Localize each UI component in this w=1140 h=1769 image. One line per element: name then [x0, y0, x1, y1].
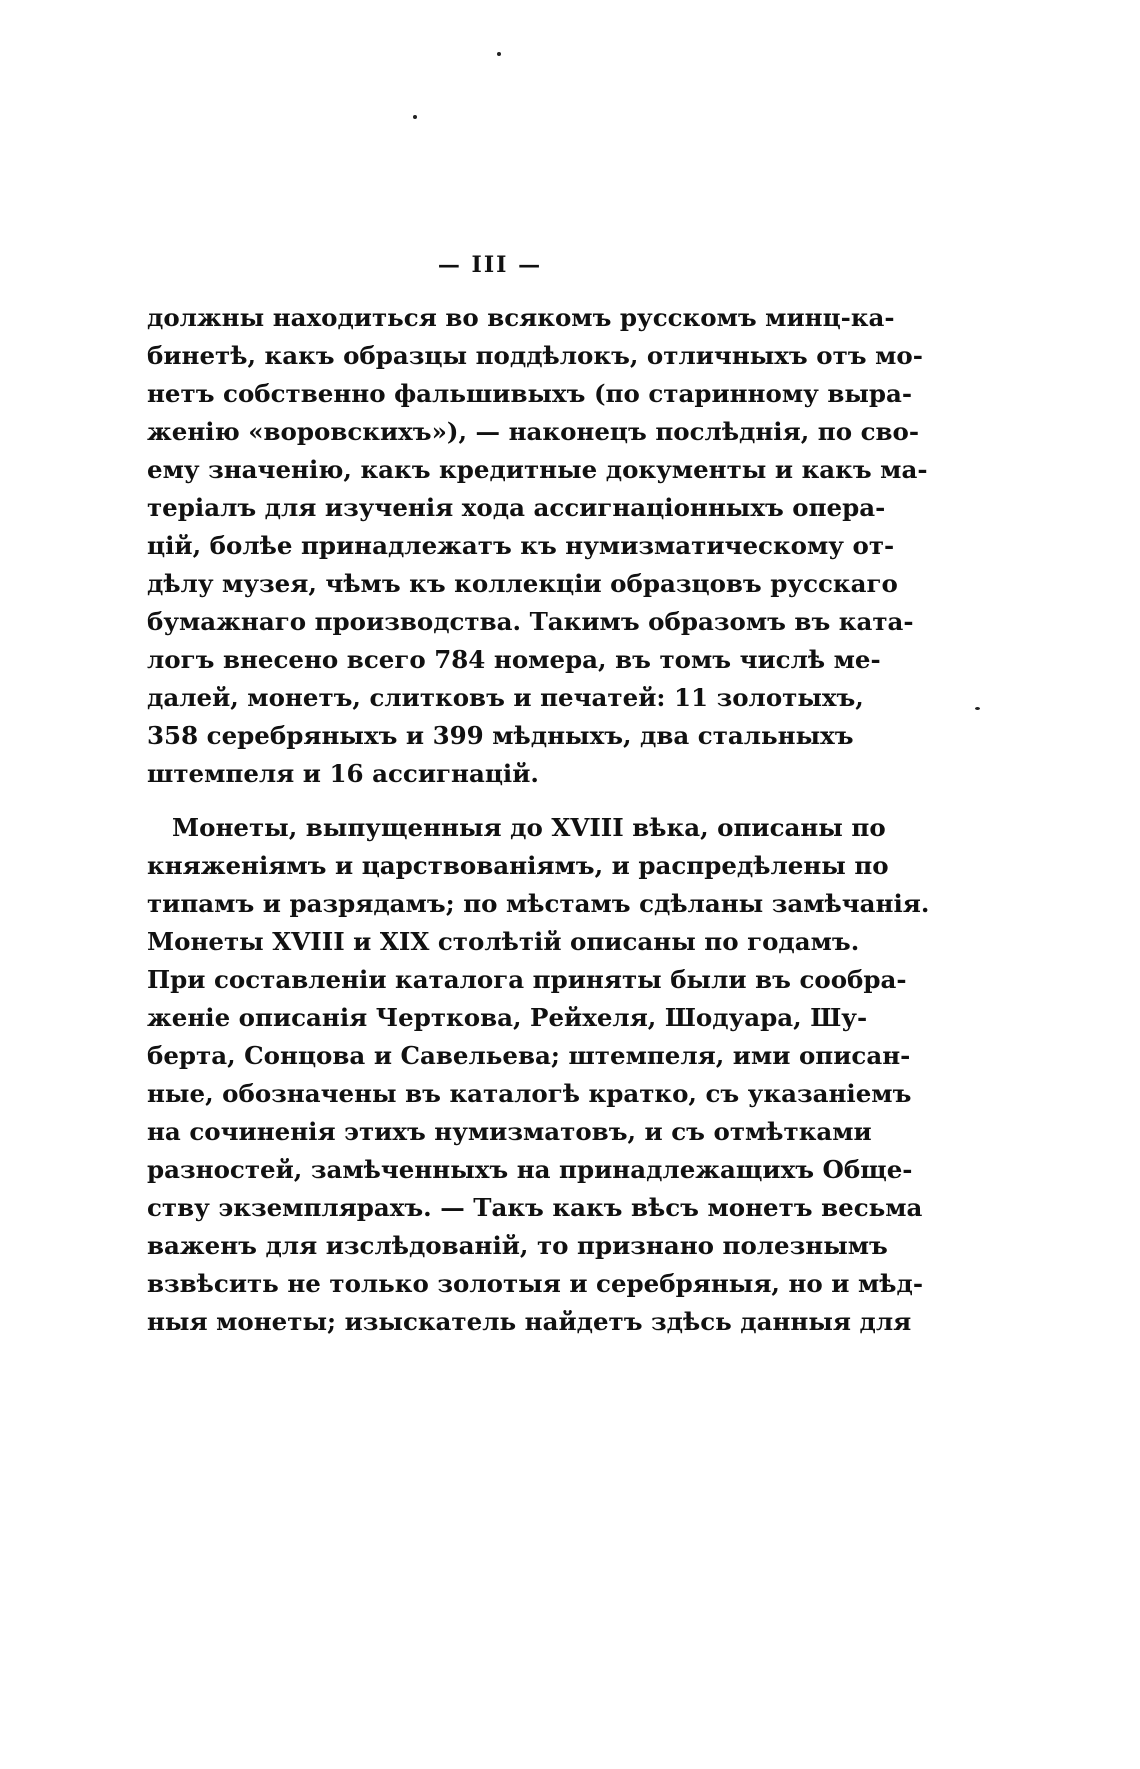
text-line: женіе описанія Черткова, Рейхеля, Шодуара, Шу-	[147, 1003, 868, 1032]
scan-speck	[975, 707, 980, 710]
text-line: логъ внесено всего 784 номера, въ томъ числѣ ме-	[147, 645, 881, 674]
text-line: на сочиненія этихъ нумизматовъ, и съ отмѣтками	[147, 1117, 872, 1146]
text-line: дѣлу музея, чѣмъ къ коллекціи образцовъ русскаго	[147, 569, 898, 598]
text-line: разностей, замѣченныхъ на принадлежащихъ Обще-	[147, 1155, 913, 1184]
text-line: далей, монетъ, слитковъ и печатей: 11 золотыхъ,	[147, 683, 864, 712]
text-line: взвѣсить не только золотыя и серебряныя, но и мѣд-	[147, 1269, 923, 1298]
text-line: бумажнаго производства. Такимъ образомъ въ ката-	[147, 607, 914, 636]
text-line: ныя монеты; изыскатель найдетъ здѣсь данныя для	[147, 1307, 912, 1336]
text-line: ные, обозначены въ каталогѣ кратко, съ указаніемъ	[147, 1079, 912, 1108]
page-number: — III —	[437, 252, 543, 278]
text-line: теріалъ для изученія хода ассигнаціонныхъ опера-	[147, 493, 886, 522]
text-line: ству экземплярахъ. — Такъ какъ вѣсъ монетъ весьма	[147, 1193, 923, 1222]
text-line: должны находиться во всякомъ русскомъ минц-ка-	[147, 303, 895, 332]
text-line: Монеты, выпущенныя до XVIII вѣка, описаны по	[172, 813, 886, 842]
text-line: княженіямъ и царствованіямъ, и распредѣлены по	[147, 851, 889, 880]
text-line: Монеты XVIII и XIX столѣтій описаны по годамъ.	[147, 927, 860, 956]
text-line: 358 серебряныхъ и 399 мѣдныхъ, два стальныхъ	[147, 721, 854, 750]
text-line: женію «воровскихъ»), — наконецъ послѣднія, по сво-	[147, 417, 920, 446]
text-line: берта, Сонцова и Савельева; штемпеля, ими описан-	[147, 1041, 911, 1070]
text-line: цій, болѣе принадлежатъ къ нумизматическому от-	[147, 531, 895, 560]
text-line: При составленіи каталога приняты были въ сообра-	[147, 965, 907, 994]
scan-speck	[413, 115, 417, 119]
text-line: нетъ собственно фальшивыхъ (по старинному выра-	[147, 379, 913, 408]
scan-speck	[497, 52, 501, 56]
text-line: ему значенію, какъ кредитные документы и какъ ма-	[147, 455, 928, 484]
text-line: бинетѣ, какъ образцы поддѣлокъ, отличныхъ отъ мо-	[147, 341, 923, 370]
text-line: типамъ и разрядамъ; по мѣстамъ сдѣланы замѣчанія.	[147, 889, 930, 918]
text-line: штемпеля и 16 ассигнацій.	[147, 759, 539, 788]
text-line: важенъ для изслѣдованій, то признано полезнымъ	[147, 1231, 888, 1260]
